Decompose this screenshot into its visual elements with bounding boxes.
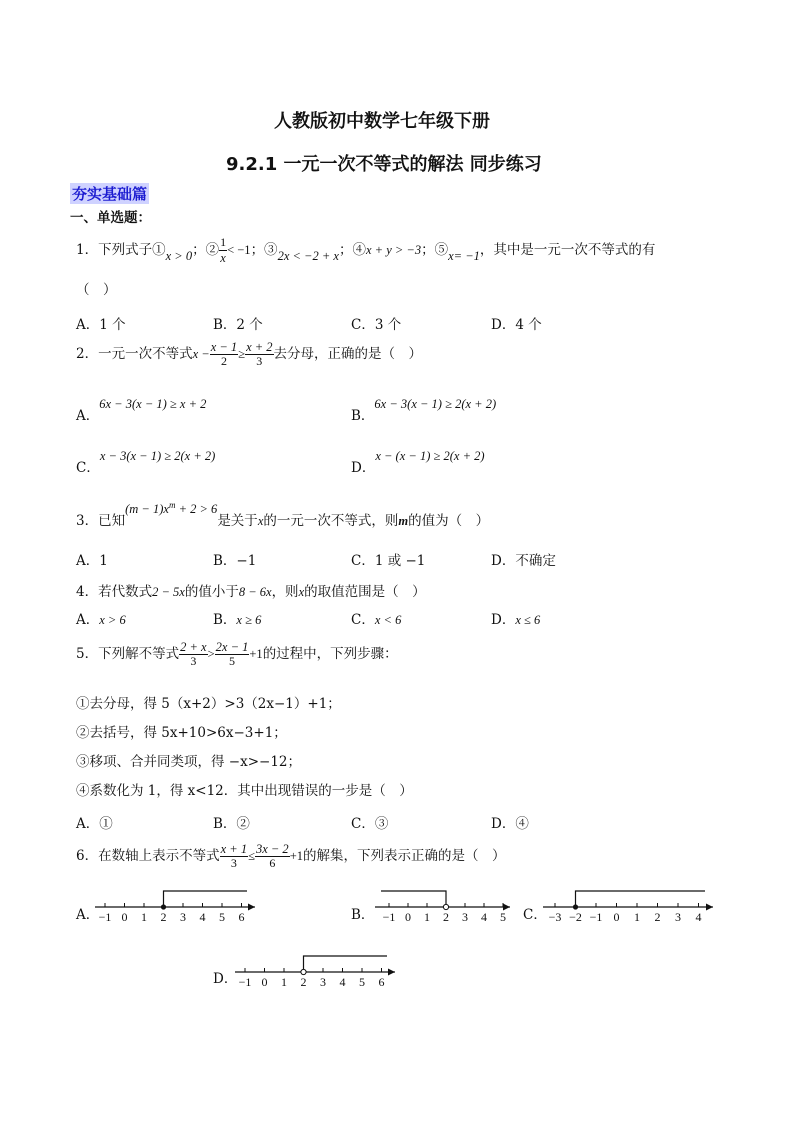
tick-label: 0 <box>613 910 620 924</box>
q1-formula-1: x > 0 <box>165 249 193 264</box>
q4-option-c[interactable] <box>351 608 401 628</box>
q3-mid2: 的一元一次不等式，则 <box>263 513 399 529</box>
endpoint-dot <box>301 969 306 974</box>
q3-option-c[interactable]: C．1 或 −1 <box>351 553 426 569</box>
tick-label: −1 <box>382 910 396 924</box>
solution-bracket <box>164 891 248 907</box>
question-6 <box>76 842 506 871</box>
axis-arrow <box>248 904 255 911</box>
q6-plus: +1 <box>289 849 303 864</box>
tick-label: 2 <box>160 910 167 924</box>
q5-frac-1 <box>179 640 207 669</box>
endpoint-dot <box>443 904 448 909</box>
q2-option-d[interactable] <box>351 444 485 476</box>
tick-label: 3 <box>675 910 681 924</box>
solution-bracket <box>381 891 446 907</box>
q2-frac-1 <box>210 340 238 369</box>
q2-c-formula: x − 3(x − 1) ≥ 2(x + 2) <box>99 449 216 463</box>
q1-sep-4: ；⑤ <box>421 242 449 259</box>
q3-post: 的值为（ ） <box>408 513 490 529</box>
q6-frac-2 <box>255 842 290 871</box>
q6-post: 的解集，下列表示正确的是（ ） <box>303 848 506 865</box>
q3-formula <box>125 499 218 516</box>
tick-label: 5 <box>359 975 365 989</box>
q1-formula-2 <box>219 236 227 265</box>
q5-option-c[interactable]: C．③ <box>351 816 389 832</box>
question-1 <box>76 236 655 265</box>
tick-label: 4 <box>339 975 346 989</box>
tick-label: 5 <box>500 910 506 924</box>
tick-label: 4 <box>199 910 206 924</box>
q2-a-label: A． <box>76 408 100 424</box>
q2-option-c[interactable] <box>76 444 216 476</box>
q3-m: m <box>398 514 409 528</box>
q5-pre: 5．下列解不等式 <box>76 646 180 663</box>
tick-label: −2 <box>569 910 582 924</box>
q4-b-label: B． <box>213 612 237 628</box>
q4-mid2: ，则 <box>271 584 299 600</box>
q4-c-formula: x < 6 <box>374 613 402 627</box>
q2-frac-2 <box>245 340 273 369</box>
q1-option-b[interactable]: B．2 个 <box>213 317 263 333</box>
q4-d-formula: x ≤ 6 <box>515 613 541 627</box>
q1-formula-5: x= −1 <box>448 249 480 264</box>
q5-post: 的过程中，下列步骤： <box>262 646 398 663</box>
q5-option-a[interactable]: A．① <box>76 816 113 832</box>
tick-label: −3 <box>548 910 562 924</box>
q5-step-3: ③移项、合并同类项，得 −x>−12； <box>76 754 302 770</box>
question-5 <box>76 640 398 669</box>
q1-paren: （ ） <box>76 282 117 298</box>
q3-formula-sup: m <box>168 499 176 510</box>
tick-label: 6 <box>238 910 245 924</box>
q2-fx: x − <box>192 347 210 362</box>
q1-formula-3: 2x < −2 + x <box>277 249 339 264</box>
q5-option-b[interactable]: B．② <box>213 816 250 832</box>
q6-option-d-label[interactable]: D． <box>213 971 238 987</box>
q4-option-d[interactable] <box>491 608 540 628</box>
q2-ge: ≥ <box>238 347 246 362</box>
q4-b-formula: x ≥ 6 <box>236 613 262 627</box>
q4-pre: 4．若代数式 <box>76 584 153 600</box>
q5-step-2: ②去括号，得 5x+10>6x−3+1； <box>76 725 287 741</box>
q1-sep-1: ；② <box>192 242 220 259</box>
q4-option-a[interactable] <box>76 608 126 628</box>
tick-label: 3 <box>320 975 326 989</box>
q4-mid: 的值小于 <box>184 584 239 600</box>
solution-bracket <box>304 956 388 972</box>
q6-frac-1 <box>220 842 248 871</box>
q3-mid1: 是关于 <box>217 513 258 529</box>
q5-option-d[interactable]: D．④ <box>491 816 529 832</box>
q2-b-formula: 6x − 3(x − 1) ≥ 2(x + 2) <box>374 397 497 411</box>
q6-number-line-c[interactable] <box>543 885 718 925</box>
tick-label: −1 <box>98 910 112 924</box>
q5-d2: 5 <box>229 654 235 669</box>
q6-number-line-b[interactable] <box>375 885 515 925</box>
endpoint-dot <box>573 904 578 909</box>
axis-arrow <box>388 969 395 976</box>
q2-n1: x − 1 <box>210 340 238 354</box>
solution-bracket <box>576 891 706 907</box>
q1-tail: ，其中是一元一次不等式的有 <box>479 242 656 259</box>
q2-post: 去分母，正确的是（ ） <box>273 346 423 363</box>
q3-option-b[interactable]: B．−1 <box>213 553 257 569</box>
tick-label: 1 <box>634 910 640 924</box>
q4-a-formula: x > 6 <box>99 613 126 627</box>
q6-number-line-d[interactable] <box>235 950 400 990</box>
q2-c-label: C． <box>76 460 100 476</box>
q4-x: x <box>298 585 305 599</box>
tick-label: 0 <box>121 910 128 924</box>
tick-label: 4 <box>695 910 702 924</box>
q5-step-4: ④系数化为 1，得 x<12．其中出现错误的一步是（ ） <box>76 783 413 799</box>
tick-label: 4 <box>481 910 487 924</box>
q5-n2: 2x − 1 <box>215 640 249 654</box>
q3-formula-tail: + 2 > 6 <box>175 502 218 516</box>
tick-label: 1 <box>424 910 430 924</box>
q1-formula-4: x + y > −3 <box>365 243 422 258</box>
tick-label: 0 <box>261 975 268 989</box>
q5-gt: > <box>207 647 215 662</box>
q4-c-label: C． <box>351 612 375 628</box>
q2-n2: x + 2 <box>246 340 273 354</box>
tick-label: 3 <box>180 910 186 924</box>
q1-f2-tail: < −1 <box>227 243 251 258</box>
q1-option-c[interactable]: C．3 个 <box>351 317 402 333</box>
q1-f2-num: 1 <box>220 235 227 249</box>
q3-formula-main: (m − 1)x <box>125 502 169 516</box>
q6-option-c-label[interactable]: C． <box>523 907 547 923</box>
tick-label: 1 <box>281 975 287 989</box>
q6-d2: 6 <box>269 856 276 871</box>
q2-option-a[interactable] <box>76 392 207 424</box>
question-2 <box>76 340 422 369</box>
q6-d1: 3 <box>230 856 237 871</box>
question-3 <box>76 497 490 529</box>
q1-option-a[interactable]: A．1 个 <box>76 317 126 333</box>
tick-label: 6 <box>378 975 385 989</box>
q3-option-a[interactable]: A．1 <box>76 553 108 569</box>
q4-f1: 2 − 5x <box>152 585 185 599</box>
tick-label: 0 <box>405 910 411 924</box>
q2-option-b[interactable] <box>351 392 497 424</box>
q6-n1: x + 1 <box>220 842 248 856</box>
q6-le: ≤ <box>248 849 255 864</box>
endpoint-dot <box>161 904 166 909</box>
q3-option-d[interactable]: D．不确定 <box>491 553 556 569</box>
q2-d2: 3 <box>256 354 263 369</box>
q6-option-a-label[interactable]: A． <box>76 907 100 923</box>
axis-arrow <box>706 904 713 911</box>
q6-pre: 6．在数轴上表示不等式 <box>76 848 220 865</box>
q2-d-label: D． <box>351 460 376 476</box>
page-title: 人教版初中数学七年级下册 <box>274 111 490 132</box>
q4-post: 的取值范围是（ ） <box>304 584 426 600</box>
q5-n1: 2 + x <box>180 640 207 654</box>
q5-frac-2 <box>215 640 250 669</box>
tick-label: 1 <box>141 910 147 924</box>
q6-option-b-label[interactable]: B． <box>351 907 375 923</box>
q2-d-formula: x − (x − 1) ≥ 2(x + 2) <box>375 449 485 463</box>
q2-b-label: B． <box>351 408 375 424</box>
tick-label: −1 <box>589 910 603 924</box>
tick-label: 2 <box>654 910 661 924</box>
q4-a-label: A． <box>76 612 100 628</box>
q4-d-label: D． <box>491 612 516 628</box>
q2-pre: 2．一元一次不等式 <box>76 346 193 363</box>
q3-pre: 3．已知 <box>76 513 126 529</box>
q4-option-b[interactable] <box>213 608 261 628</box>
q1-sep-2: ；③ <box>250 242 278 259</box>
tick-label: −1 <box>238 975 252 989</box>
question-4 <box>76 580 426 600</box>
q1-f2-den: x <box>220 250 226 265</box>
q6-number-line-a[interactable] <box>95 885 260 925</box>
q3-x: x <box>257 514 264 528</box>
q5-step-1: ①去分母，得 5（x+2）>3（2x−1）+1； <box>76 696 341 712</box>
tick-label: 2 <box>443 910 449 924</box>
tick-label: 2 <box>300 975 307 989</box>
part-heading: 一、单选题： <box>70 210 151 226</box>
q1-option-d[interactable]: D．4 个 <box>491 317 542 333</box>
q5-d1: 3 <box>190 654 197 669</box>
q1-number: 1．下列式子① <box>76 242 166 259</box>
tick-label: 3 <box>462 910 468 924</box>
page-subtitle: 9.2.1 一元一次不等式的解法 同步练习 <box>226 154 542 175</box>
q6-n2: 3x − 2 <box>255 842 289 856</box>
section-heading: 夯实基础篇 <box>72 185 148 203</box>
q2-a-formula: 6x − 3(x − 1) ≥ x + 2 <box>99 397 207 411</box>
q5-plus: +1 <box>249 647 263 662</box>
q2-d1: 2 <box>220 354 227 369</box>
q4-f2: 8 − 6x <box>238 585 272 599</box>
tick-label: 5 <box>219 910 225 924</box>
q1-sep-3: ；④ <box>338 242 366 259</box>
